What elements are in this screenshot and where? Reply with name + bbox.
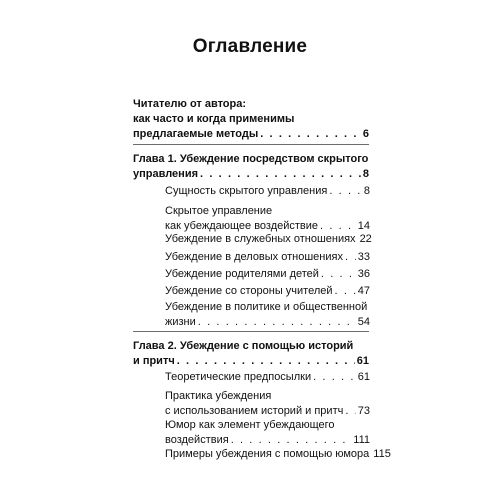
toc-entry-preface xyxy=(133,97,369,142)
entry-title: Убеждение родителями детей xyxy=(165,268,319,280)
entry-line: Глава 2. Убеждение с помощью историй xyxy=(133,340,354,352)
toc-subentry xyxy=(165,250,370,265)
toc-subentry xyxy=(165,267,370,282)
toc-subentry xyxy=(165,300,370,330)
page-number: 8 xyxy=(362,168,369,180)
entry-title: Убеждение в деловых отношениях xyxy=(165,251,343,263)
entry-title: жизни xyxy=(165,316,196,328)
dot-leader xyxy=(200,167,361,182)
page-number: 61 xyxy=(356,355,369,367)
dot-leader xyxy=(260,127,361,142)
entry-title: с использованием историй и притч xyxy=(165,405,344,417)
entry-line: Скрытое управление xyxy=(165,205,273,217)
toc-entry-chapter-1 xyxy=(133,152,369,182)
toc-subentry xyxy=(165,184,370,199)
page-number: 115 xyxy=(373,448,391,460)
entry-line: Глава 1. Убеждение посредством скрытого xyxy=(133,153,369,165)
divider-line xyxy=(133,144,369,145)
entry-line: Убеждение в политике и общественной xyxy=(165,301,368,313)
entry-line: Юмор как элемент убеждающего xyxy=(165,419,335,431)
entry-title: Убеждение в служебных отношениях xyxy=(165,233,356,245)
dot-leader xyxy=(321,267,356,282)
page-number: 61 xyxy=(357,371,370,383)
toc-subentry xyxy=(165,204,370,234)
dot-leader xyxy=(198,315,356,330)
page-number: 6 xyxy=(362,128,369,140)
page-title: Оглавление xyxy=(192,36,308,57)
page-number: 36 xyxy=(357,268,370,280)
divider-line xyxy=(133,331,369,332)
entry-title: и притч xyxy=(133,355,175,367)
entry-line: Практика убеждения xyxy=(165,390,272,402)
page-number: 47 xyxy=(357,285,370,297)
toc-subentry xyxy=(165,447,391,462)
page-number: 8 xyxy=(363,185,370,197)
entry-title: Убеждение со стороны учителей xyxy=(165,285,333,297)
toc-subentry xyxy=(165,284,370,299)
dot-leader xyxy=(231,433,352,448)
dot-leader xyxy=(345,404,355,419)
entry-title: предлагаемые методы xyxy=(133,128,259,140)
entry-title: Теоретические предпосылки xyxy=(165,371,312,383)
page-number: 111 xyxy=(353,434,370,446)
toc-subentry xyxy=(165,418,370,448)
entry-line: Читателю от автора: xyxy=(133,98,247,110)
toc-subentry xyxy=(165,232,370,247)
toc-subentry xyxy=(165,370,370,385)
entry-title: Примеры убеждения с помощью юмора xyxy=(165,448,370,460)
dot-leader xyxy=(329,184,362,199)
page-number: 14 xyxy=(357,220,370,232)
entry-title: как убеждающее воздействие xyxy=(165,220,319,232)
page-number: 33 xyxy=(357,251,370,263)
page-number: 54 xyxy=(357,316,370,328)
dot-leader xyxy=(313,370,356,385)
entry-title: Сущность скрытого управления xyxy=(165,185,328,197)
dot-leader xyxy=(345,250,356,265)
page-number: 73 xyxy=(357,405,370,417)
dot-leader xyxy=(335,284,356,299)
toc-subentry xyxy=(165,389,370,419)
entry-title: управления xyxy=(133,168,199,180)
dot-leader xyxy=(177,354,355,369)
page-number: 22 xyxy=(359,233,372,245)
entry-title: воздействия xyxy=(165,434,229,446)
toc-entry-chapter-2 xyxy=(133,339,369,369)
entry-line: как часто и когда применимы xyxy=(133,113,295,125)
